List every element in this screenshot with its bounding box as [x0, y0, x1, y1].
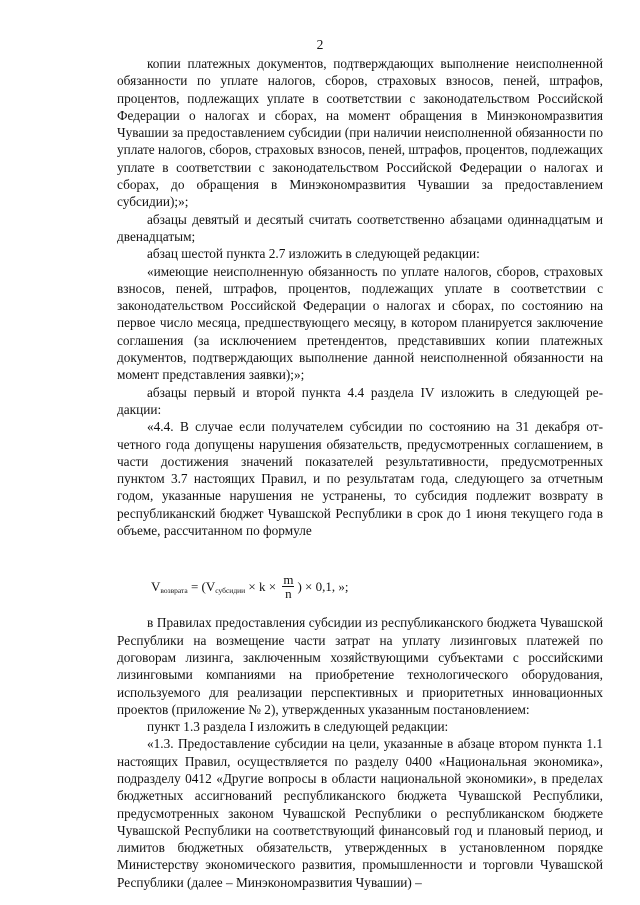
formula-equals: = (V [187, 578, 216, 594]
paragraph: «имеющие неисполненную обязанность по уплате налогов, сборов, страховых взносов, пеней, штрафов, процентов, подлежащих уплате в соответствии с законодательством Российской Федерации о налогах и сборах, по состоянию на первое число месяца, предшествующего месяцу, в котором планируется заключение соглашения (за исключением претендентов, представивших копии платежных документов, подтверждающих выполнение данной неисполненной обязанности на момент представления заявки);»; [117, 263, 603, 383]
paragraph: абзацы первый и второй пункта 4.4 раздела IV изложить в следующей редакции: [117, 384, 603, 417]
formula-subsidy-subscript: субсидии [215, 585, 246, 595]
formula-times-k: × k × [245, 578, 280, 594]
formula-numerator: m [283, 571, 294, 587]
refund-formula [151, 572, 603, 600]
paragraph: копии платежных документов, подтверждающих выполнение неисполненной обязанности по уплате налогов, сборов, страховых взносов, пеней, штрафов, процентов, подлежащих уплате в соответствии с законодательством Российской Федерации о налогах и сборах, на момент обращения в Минэкономразвития Чувашии за предоставлением субсидии (при наличии неисполненной обязанности по уплате налогов, сборов, страховых взносов, пеней, штрафов, процентов, подлежащих уплате в соответствии с законодательством Российской Федерации о налогах и сборах, до обращения в Минэкономразвития Чувашии за предоставлением субсидии);»; [117, 56, 603, 210]
formula-fraction [282, 573, 294, 600]
formula-lhs-subscript: возврата [160, 585, 188, 595]
paragraph: «4.4. В случае если получателем субсидии по состоянию на 31 декабря отчетного года допущены нарушения обязательств, предусмотренных соглашением, в части достижения значений показателей результативности, предусмотренных пунктом 3.7 настоящих Правил, и по результатам года, следующего за отчетным годом, указанные нарушения не устранены, то субсидия подлежит возврату в республиканский бюджет Чувашской Республики в срок до 1 июня текущего года в объеме, рассчитанном по формуле [117, 419, 603, 539]
paragraph: в Правилах предоставления субсидии из республиканского бюджета Чувашской Республики на возмещение части затрат на уплату лизинговых платежей по договорам лизинга, заключенным хозяйствующими субъектами с российскими лизинговыми компаниями на приобретение технологического оборудования, используемого для реализации перспективных и приоритетных инновационных проектов (приложение № 2), утвержденных указанным постановлением: [117, 615, 603, 717]
paragraph: «1.3. Предоставление субсидии на цели, указанные в абзаце втором пункта 1.1 настоящих Правил, осуществляется по разделу 0400 «Национальная экономика», подразделу 0412 «Другие вопросы в области национальной экономики», в пределах бюджетных ассигнований республиканского бюджета Чувашской Республики, предусмотренных законом Чувашской Республики о республиканском бюджете Чувашской Республики на соответствующий финансовый год и плановый период, и лимитов бюджетных обязательств, утвержденных в установленном порядке Министерству экономического развития, промышленности и торговли Чувашской Республики (далее – Минэкономразвития Чувашии) – [117, 736, 603, 890]
formula-denominator: n [285, 585, 292, 601]
paragraph: абзац шестой пункта 2.7 изложить в следующей редакции: [147, 246, 480, 262]
paragraph: пункт 1.3 раздела I изложить в следующей редакции: [147, 719, 449, 735]
formula-tail: ) × 0,1, »; [297, 578, 349, 594]
document-body [117, 55, 603, 891]
formula-lhs-symbol: V [151, 578, 161, 594]
page-number: 2 [316, 37, 324, 52]
paragraph: абзацы девятый и десятый считать соответственно абзацами одиннадцатым и двенадцатым; [117, 211, 603, 244]
